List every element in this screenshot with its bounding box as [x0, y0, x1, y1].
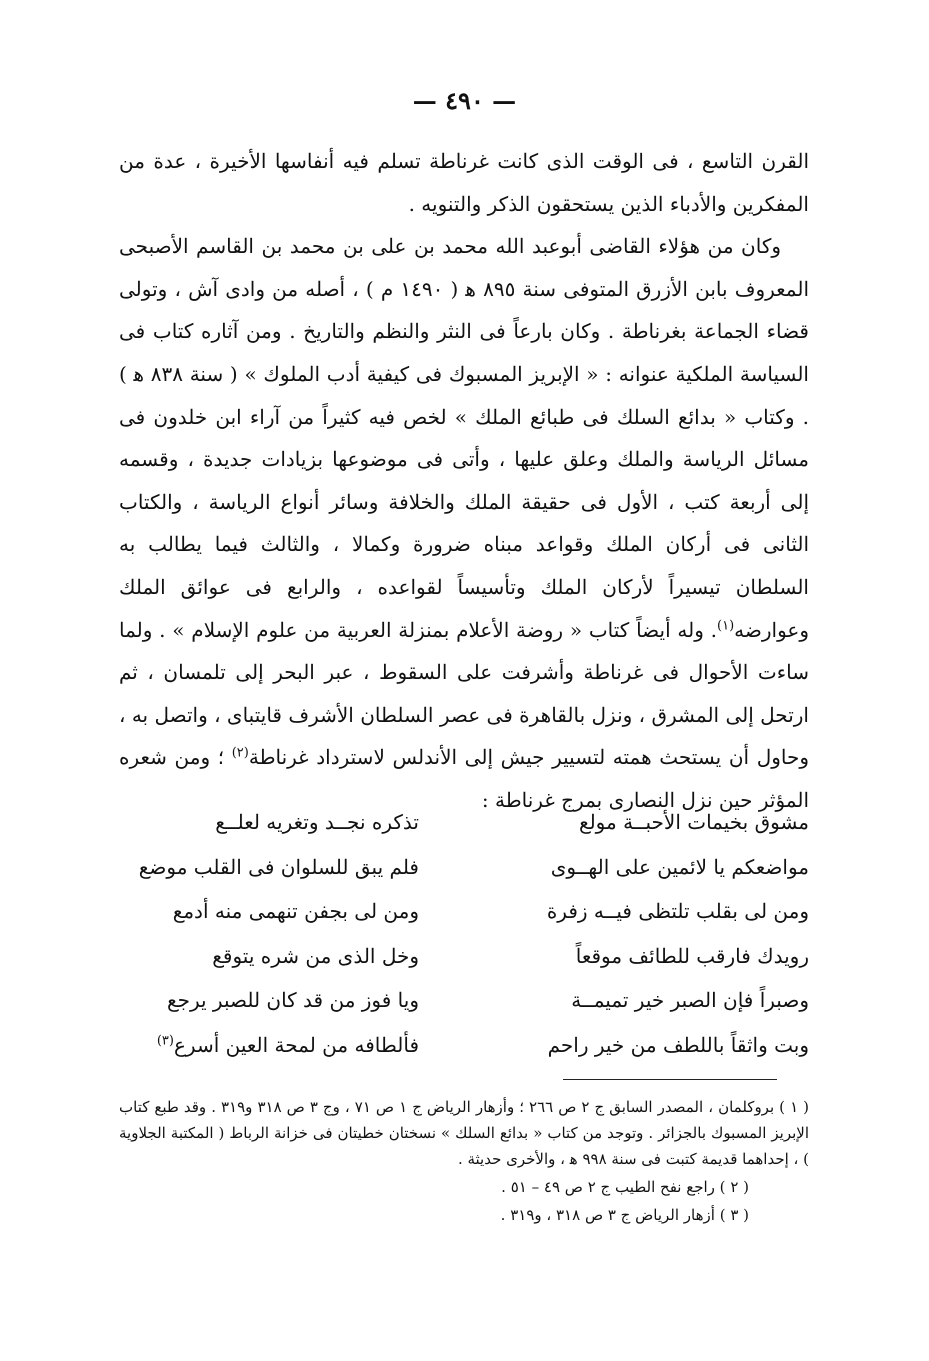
poem [119, 800, 809, 1067]
verse-second-hemistich: وخل الذى من شره يتوقع [212, 943, 419, 968]
page-number: — ٤٩٠ — [412, 86, 517, 115]
paragraph-continuation-text: . وله أيضاً كتاب « روضة الأعلام بمنزلة العربية من علوم الإسلام » . ولما ساءت الأحوال فى غرناطة وأشرفت على السقوط ، عبر البحر إلى تلمسان ، ثم ارتحل إلى المشرق ، ونزل بالقاهرة فى عصر السلطان الأشرف قايتباى ، واتصل به ، وحاول أن يستحث همته لتسيير جيش إلى الأندلس لاسترداد غرناطة [119, 617, 810, 770]
verse-first-hemistich: وبت واثقاً باللطف من خير راحم [547, 1032, 809, 1057]
verse-second-hemistich: فلم يبق للسلوان فى القلب موضع [138, 854, 419, 879]
footnote-1: ( ١ ) بروكلمان ، المصدر السابق ج ٢ ص ٢٦٦ ؛ وأزهار الرياض ج ١ ص ٧١ ، وج ٣ ص ٣١٨ و٣١٩ . وقد طبع كتاب الإبريز المسبوك بالجزائر . وتوجد من كتاب « بدائع السلك » نسختان خطيتان فى خزانة الرباط ( المكتبة الجلاوية ) ، إحداهما قديمة كتبت فى سنة ٩٩٨ ﻫ ، والأخرى حديثة . [119, 1098, 810, 1168]
poem-verse [119, 845, 809, 890]
verse-second-hemistich-text: فألطافه من لمحة العين أسرع [173, 1032, 419, 1057]
footnote-mark-3: (٣) [156, 1032, 174, 1048]
verse-first-hemistich: وصبراً فإن الصبر خير تميمــة [571, 988, 809, 1012]
poem-verse [119, 889, 809, 934]
poem-verse [119, 1023, 809, 1068]
verse-first-hemistich: ومن لى بقلب تلتظى فيــه زفرة [546, 899, 809, 923]
poem-verse [119, 800, 809, 845]
verse-second-hemistich [119, 1023, 419, 1068]
poem-intro-text: ؛ ومن شعره المؤثر حين نزل النصارى بمرج غرناطة : [119, 745, 809, 812]
main-text [119, 140, 809, 822]
verse-second-hemistich: تذكره نجــد وتغريه لعلــع [215, 810, 419, 834]
verse-first-hemistich: مشوق بخيمات الأحبــة مولع [578, 810, 809, 834]
footnote-mark-1: (١) [717, 617, 735, 633]
footnote-2: ( ٢ ) راجع نفح الطيب ج ٢ ص ٤٩ – ٥١ . [501, 1178, 749, 1196]
footnote-mark-2: (٢) [231, 745, 249, 761]
paragraph-ibn-al-azraq [119, 225, 809, 821]
verse-second-hemistich: ومن لى بجفن تنهمى منه أدمع [172, 899, 419, 923]
verse-second-hemistich: ويا فوز من قد كان للصبر يرجع [166, 988, 419, 1012]
verse-first-hemistich: رويدك فارقب للطائف موقعاً [575, 943, 809, 968]
footnote-3: ( ٣ ) أزهار الرياض ج ٣ ص ٣١٨ ، و٣١٩ . [500, 1206, 749, 1224]
paragraph-intro: القرن التاسع ، فى الوقت الذى كانت غرناطة تسلم فيه أنفاسها الأخيرة ، عدة من المفكرين والأدباء الذين يستحقون الذكر والتنويه . [119, 149, 809, 216]
poem-verse [119, 934, 809, 979]
footnotes [119, 1094, 809, 1228]
verse-first-hemistich: مواضعكم يا لائمين على الهــوى [550, 854, 809, 879]
poem-verse [119, 978, 809, 1023]
footnote-separator [563, 1079, 777, 1080]
paragraph-ibn-al-azraq-text: وكان من هؤلاء القاضى أبوعبد الله محمد بن على بن محمد بن القاسم الأصبحى المعروف بابن الأزرق المتوفى سنة ٨٩٥ ﻫ ( ١٤٩٠ م ) ، أصله من وادى آش ، وتولى قضاء الجماعة بغرناطة . وكان بارعاً فى النثر والنظم والتاريخ . ومن آثاره كتاب فى السياسة الملكية عنوانه : « الإبريز المسبوك فى كيفية أدب الملوك » ( سنة ٨٣٨ ﻫ ) . وكتاب « بدائع السلك فى طبائع الملك » لخص فيه كثيراً من آراء ابن خلدون فى مسائل الرياسة والملك وعلق عليها ، وأتى فى موضوعها بزيادات جديدة ، وقسمه إلى أربعة كتب ، الأول فى حقيقة الملك والخلافة وسائر أنواع الرياسة ، والكتاب الثانى فى أركان الملك وقواعد مبناه ضرورة وكمالا ، والثالث فيما يطالب به السلطان تيسيراً لأركان الملك وتأسيساً لقواعده ، والرابع فى عوائق الملك وعوارضه [119, 234, 809, 642]
